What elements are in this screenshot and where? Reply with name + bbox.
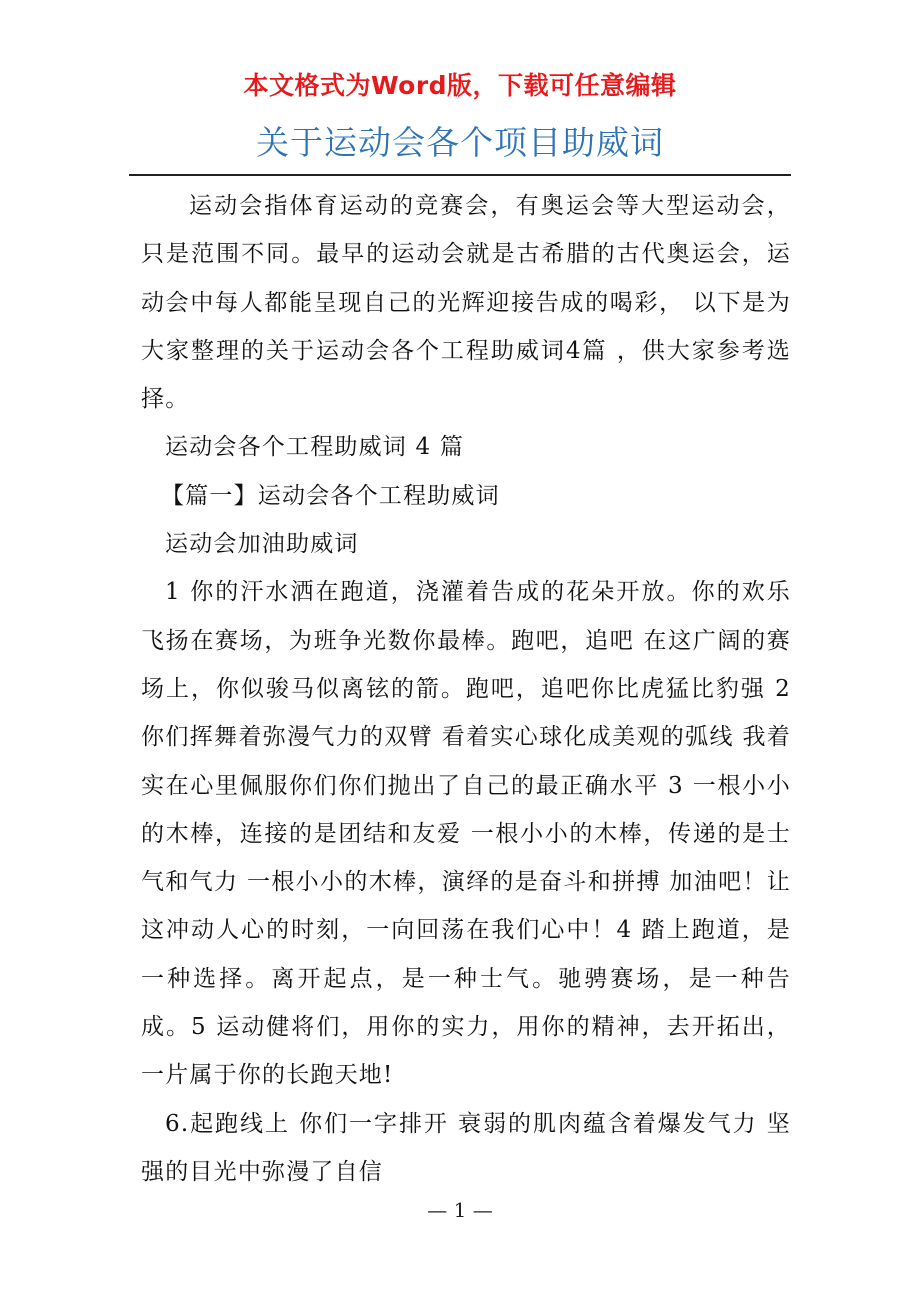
section-heading: 运动会各个工程助威词 4 篇 [165,434,465,461]
cheer-paragraph-1: 1 你的汗水洒在跑道，浇灌着告成的花朵开放。你的欢乐飞扬在赛场，为班争光数你最棒。跑吧，追吧 在这广阔的赛场上，你似骏马似离铉的箭。跑吧，追吧你比虎猛比豹强 2 你们挥舞着弥漫气力的双臂 看着实心球化成美观的弧线 我着实在心里佩服你们你们抛出了自己的最正确水平 3 一根小小的木棒，连接的是团结和友爱 一根小小的木棒，传递的是士气和气力 一根小小的木棒，演绎的是奋斗和拼搏 加油吧！让这冲动人心的时刻，一向回荡在我们心中！4 踏上跑道，是一种选择。离开起点，是一种士气。驰骋赛场，是一种告成。5 运动健将们，用你的实力，用你的精神，去开拓出，一片属于你的长跑天地! [141,579,791,1089]
format-notice: 本文格式为Word版，下载可任意编辑 [243,71,677,100]
page-number: — 1 — [427,1198,493,1222]
intro-paragraph: 运动会指体育运动的竞赛会，有奥运会等大型运动会，只是范围不同。最早的运动会就是古希腊的古代奥运会，运动会中每人都能呈现自己的光辉迎接告成的喝彩， 以下是为大家整理的关于运动会各个工程助威词4篇 ，供大家参考选择。 [141,193,791,413]
subsection-title: 运动会加油助威词 [165,531,359,558]
document-title: 关于运动会各个项目助威词 [256,123,664,162]
cheer-paragraph-6: 6.起跑线上 你们一字排开 衰弱的肌肉蕴含着爆发气力 坚强的目光中弥漫了自信 [141,1110,791,1185]
document-body [141,182,791,1196]
section-title: 【篇一】运动会各个工程助威词 [161,482,500,509]
title-divider [129,174,791,176]
